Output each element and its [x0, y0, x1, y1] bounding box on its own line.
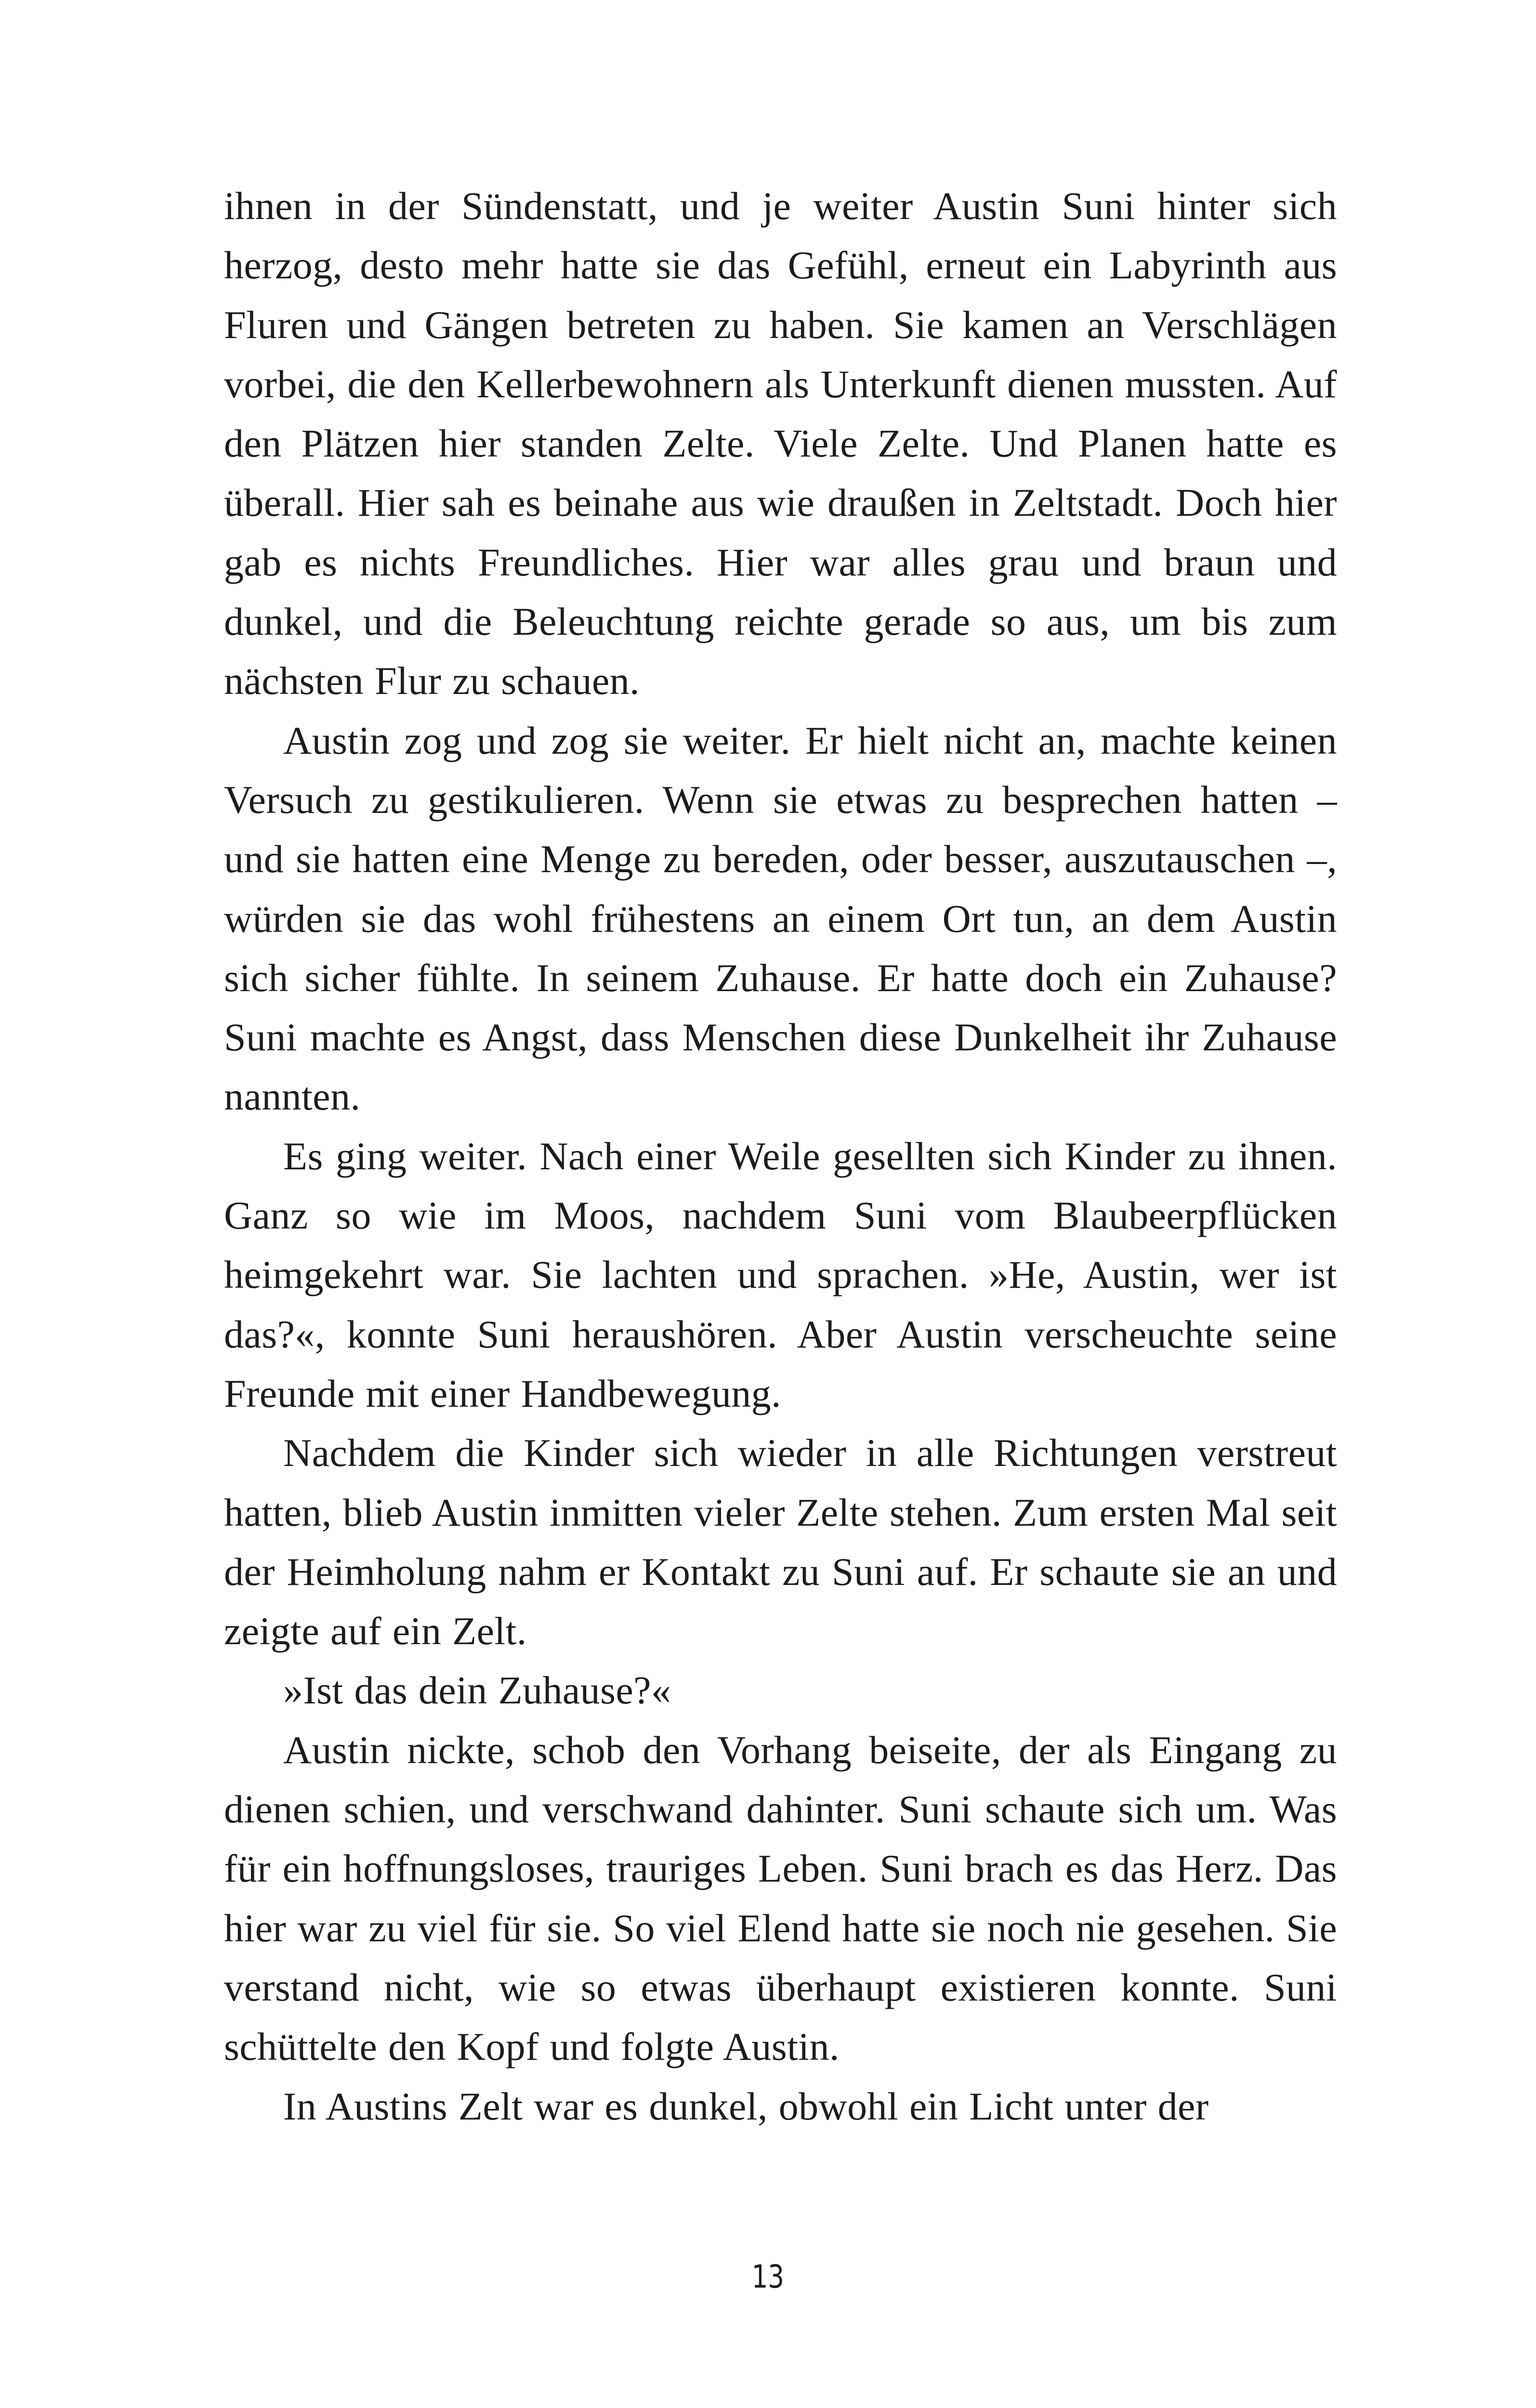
paragraph-6: Austin nickte, schob den Vorhang beiseite, der als Eingang zu dienen schien, und verschwand dahinter. Suni schaute sich um. Was für ein hoffnungsloses, trauriges Leben. Suni brach es das Herz. Das hier war zu viel für sie. So viel Elend hatte sie noch nie gesehen. Sie verstand nicht, wie so etwas überhaupt existieren konnte. Suni schüttelte den Kopf und folgte Austin. — [224, 1727, 1337, 2069]
paragraph-3: Es ging weiter. Nach einer Weile gesellten sich Kinder zu ihnen. Ganz so wie im Moos, nachdem Suni vom Blaubeerpflücken heimgekehrt war. Sie lachten und sprachen. »He, Austin, wer ist das?«, konnte Suni heraushören. Aber Austin verscheuchte seine Freunde mit einer Handbewegung. — [224, 1134, 1337, 1415]
paragraph-1: ihnen in der Sündenstatt, und je weiter Austin Suni hinter sich herzog, desto mehr hatte sie das Gefühl, erneut ein Labyrinth aus Fluren und Gängen betreten zu haben. Sie kamen an Verschlägen vorbei, die den Kellerbewohnern als Unterkunft dienen mussten. Auf den Plätzen hier standen Zelte. Viele Zelte. Und Planen hatte es überall. Hier sah es beinahe aus wie draußen in Zeltstadt. Doch hier gab es nichts Freundliches. Hier war alles grau und braun und dunkel, und die Beleuchtung reichte gerade so aus, um bis zum nächsten Flur zu schauen. — [224, 184, 1337, 703]
paragraph-7: In Austins Zelt war es dunkel, obwohl ein Licht unter der — [283, 2084, 1209, 2128]
paragraph-2: Austin zog und zog sie weiter. Er hielt nicht an, machte keinen Versuch zu gestikulieren. Wenn sie etwas zu besprechen hatten – und sie hatten eine Menge zu bereden, oder besser, auszutauschen –, würden sie das wohl frühestens an einem Ort tun, an dem Austin sich sicher fühlte. In seinem Zuhause. Er hatte doch ein Zuhause? Suni machte es Angst, dass Menschen diese Dunkelheit ihr Zuhause nannten. — [224, 718, 1337, 1119]
paragraph-5: »Ist das dein Zuhause?« — [283, 1668, 671, 1713]
paragraph-4: Nachdem die Kinder sich wieder in alle Richtungen verstreut hatten, blieb Austin inmitten vieler Zelte stehen. Zum ersten Mal seit der Heimholung nahm er Kontakt zu Suni auf. Er schaute sie an und zeigte auf ein Zelt. — [224, 1431, 1337, 1653]
page-number: 13 — [751, 2258, 784, 2295]
body-text — [224, 176, 1337, 2136]
